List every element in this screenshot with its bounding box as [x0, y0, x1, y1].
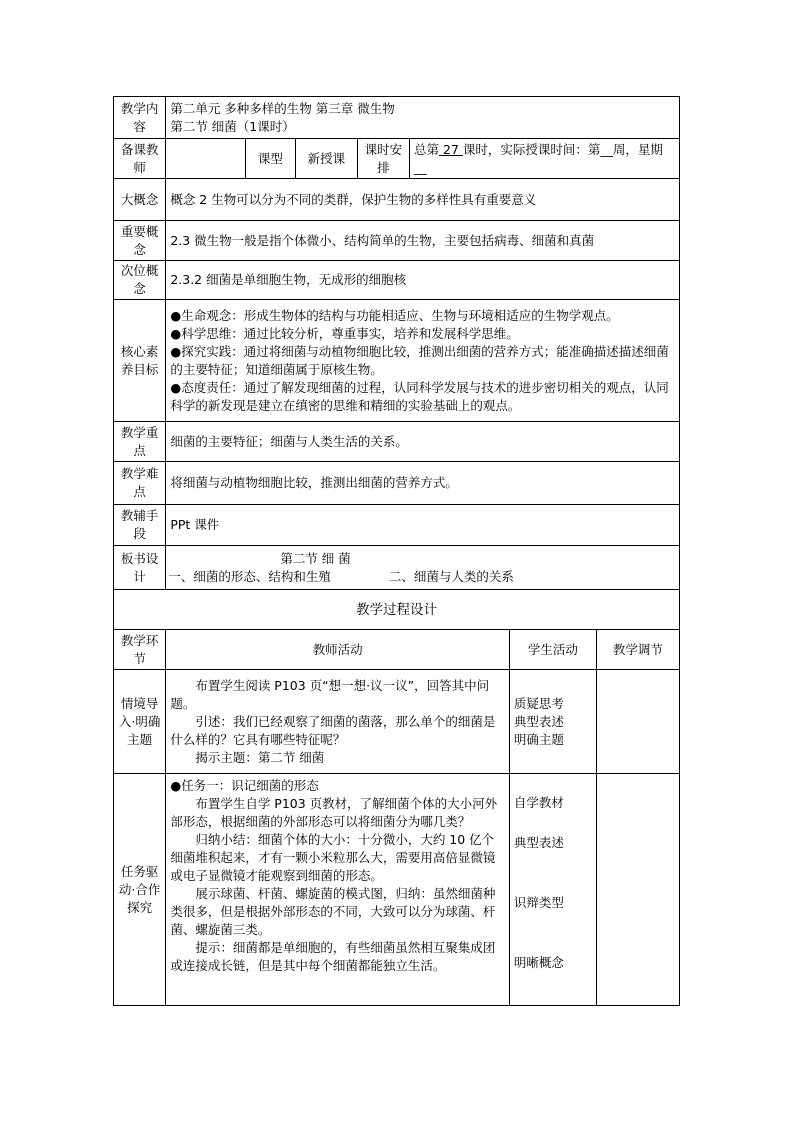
adjust-cell: [596, 774, 679, 1006]
type-value: 新授课: [295, 139, 357, 179]
process-title: 教学过程设计: [114, 590, 680, 630]
important-concept-label: 重要概念: [114, 221, 166, 261]
student-activity: [509, 774, 596, 1006]
student-activity-item: 质疑思考: [513, 695, 564, 711]
activity-paragraph: 引述：我们已经观察了细菌的菌落，那么单个的细菌是什么样的？它具有哪些特征呢？: [170, 713, 496, 747]
content-line-1: 第二单元 多种多样的生物 第三章 微生物: [170, 100, 395, 116]
student-activity: [509, 670, 596, 774]
focus-row: [114, 422, 680, 462]
teacher-label: 备课教师: [114, 139, 166, 179]
board-row: [114, 546, 680, 590]
student-activity-item: 明晰概念: [513, 955, 564, 970]
board-items: [168, 568, 677, 586]
schedule-number: 27: [439, 141, 463, 157]
difficulty-text: 将细菌与动植物细胞比较，推测出细菌的营养方式。: [166, 462, 680, 505]
board-label: 板书设计: [114, 546, 166, 590]
activity-paragraph: 布置学生自学 P103 页教材，了解细菌个体的大小河外部形态，根据细菌的外部形态可以将细菌分为哪几类？: [170, 796, 498, 829]
sub-concept-row: [114, 261, 680, 300]
activity-paragraph: 展示球菌、杆菌、螺旋菌的模式图，归纳：虽然细菌种类很多，但是根据外部形态的不同，大致可以分为球菌、杆菌、螺旋菌三类。: [170, 886, 496, 937]
activity-paragraph: 提示：细菌都是单细胞的，有些细菌虽然相互聚集成团或连接成长链，但是其中每个细菌都能独立生活。: [170, 940, 496, 973]
adjust-header: 教学调节: [596, 630, 679, 670]
stage-row: [114, 670, 680, 774]
board-item-1: 一、细菌的形态、结构和生殖: [168, 568, 331, 584]
type-label: 课型: [245, 139, 295, 179]
board-title: 第二节 细 菌: [280, 550, 351, 566]
lesson-plan-table: [113, 96, 680, 1006]
student-activity-item: 识辩类型: [513, 895, 564, 910]
important-concept-text: 2.3 微生物一般是指个体微小、结构简单的生物，主要包括病毒、细菌和真菌: [166, 221, 680, 261]
stage-label: 任务驱动·合作探究: [114, 774, 166, 1006]
content-cell: [166, 97, 680, 139]
content-label: 教学内容: [114, 97, 166, 139]
process-title-row: [114, 590, 680, 630]
stage-header: 教学环节: [114, 630, 166, 670]
process-header-row: [114, 630, 680, 670]
literacy-item: ●科学思维：通过比较分析，尊重事实，培养和发展科学思维。: [170, 325, 519, 341]
literacy-label: 核心素养目标: [114, 300, 166, 422]
important-concept-row: [114, 221, 680, 261]
student-activity-item: 典型表述: [513, 713, 564, 729]
difficulty-row: [114, 462, 680, 505]
activity-paragraph: 归纳小结：细菌个体的大小：十分微小，大约 10 亿个细菌堆积起来，才有一颗小米粒那么大，需要用高倍显微镜或电子显微镜才能观察到细菌的形态。: [170, 832, 496, 883]
teacher-row: [114, 139, 680, 179]
focus-text: 细菌的主要特征；细菌与人类生活的关系。: [166, 422, 680, 462]
literacy-item: ●态度责任：通过了解发现细菌的过程，认同科学发展与技术的进步密切相关的观点，认同科学的新发现是建立在缜密的思维和精细的实验基础上的观点。: [170, 379, 669, 413]
teacher-value: [166, 139, 246, 179]
stage-label: 情境导入·明确主题: [114, 670, 166, 774]
sub-concept-label: 次位概念: [114, 261, 166, 300]
focus-label: 教学重点: [114, 422, 166, 462]
big-concept-row: [114, 179, 680, 221]
activity-paragraph: 揭示主题：第二节 细菌: [195, 749, 325, 765]
activity-paragraph: 布置学生阅读 P103 页“想一想·议一议”，回答其中问题。: [170, 677, 490, 711]
aids-text: PPt 课件: [166, 505, 680, 546]
content-line-2: 第二节 细菌（1课时）: [170, 118, 295, 134]
adjust-cell: [596, 670, 679, 774]
student-activity-header: 学生活动: [509, 630, 596, 670]
board-cell: [166, 546, 680, 590]
teacher-activity: [166, 670, 510, 774]
literacy-item: ●生命观念：形成生物体的结构与功能相适应、生物与环境相适应的生物学观点。: [170, 307, 619, 323]
big-concept-text: 概念 2 生物可以分为不同的类群，保护生物的多样性具有重要意义: [166, 179, 680, 221]
schedule-pre: 总第: [414, 141, 440, 157]
teacher-activity-header: 教师活动: [166, 630, 510, 670]
schedule-post: 课时，实际授课时间：第__周，星期__: [414, 141, 663, 175]
stage-row: [114, 774, 680, 1006]
schedule-value: [410, 139, 680, 179]
difficulty-label: 教学难点: [114, 462, 166, 505]
student-activity-item: 明确主题: [513, 731, 564, 747]
literacy-row: [114, 300, 680, 422]
big-concept-label: 大概念: [114, 179, 166, 221]
sub-concept-text: 2.3.2 细菌是单细胞生物，无成形的细胞核: [166, 261, 680, 300]
student-activity-item: 典型表述: [513, 835, 564, 850]
aids-label: 教辅手段: [114, 505, 166, 546]
task-heading: ●任务一：识记细菌的形态: [170, 778, 319, 793]
student-activity-item: 自学教材: [513, 795, 564, 810]
literacy-cell: [166, 300, 680, 422]
content-row: [114, 97, 680, 139]
schedule-label: 课时安排: [357, 139, 409, 179]
board-item-2: 二、细菌与人类的关系: [388, 568, 514, 584]
teacher-activity: [166, 774, 510, 1006]
literacy-item: ●探究实践：通过将细菌与动植物细胞比较，推测出细菌的营养方式；能准确描述描述细菌的主要特征；知道细菌属于原核生物。: [170, 343, 669, 377]
aids-row: [114, 505, 680, 546]
